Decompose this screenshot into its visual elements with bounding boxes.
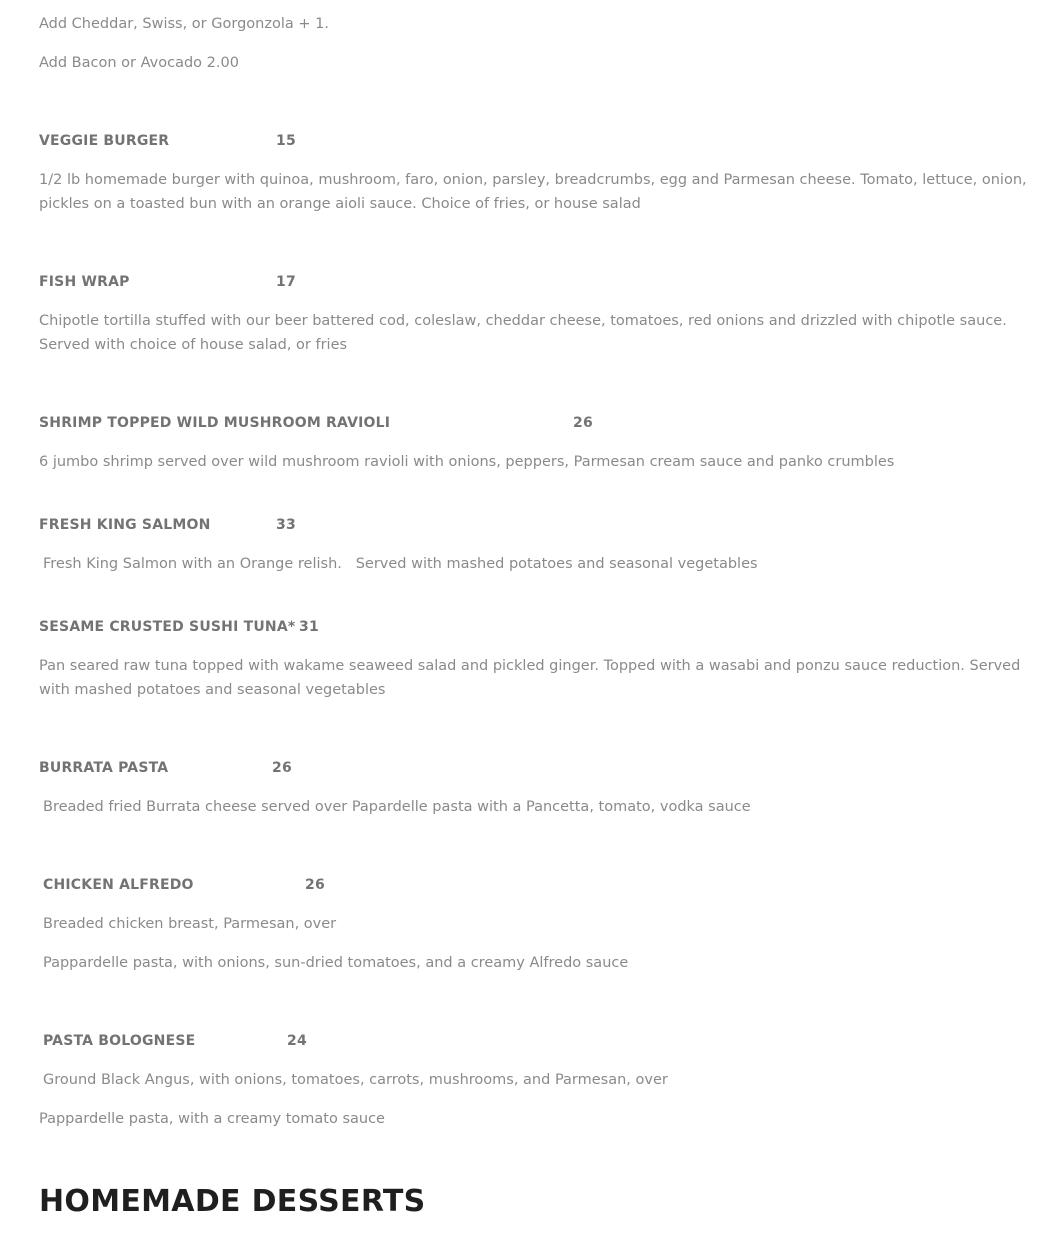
item-description: 1/2 lb homemade burger with quinoa, mushroom, faro, onion, parsley, breadcrumbs, egg and Parmesan cheese. Tomato, lettuce, onion, pickles on a toasted bun with an orange aioli sauce. Choice of fries, or house salad [39,172,1027,212]
item-description: 6 jumbo shrimp served over wild mushroom ravioli with onions, peppers, Parmesan cream sauce and panko crumbles [39,454,895,470]
item-price: 31 [299,619,319,635]
menu-item-heading [39,615,319,639]
item-name: FISH WRAP [39,274,130,290]
item-name: CHICKEN ALFREDO [43,877,194,893]
menu-item-heading [39,513,296,537]
section-title-desserts: HOMEMADE DESSERTS [39,1184,426,1219]
item-description: Pan seared raw tuna topped with wakame seaweed salad and pickled ginger. Topped with a wasabi and ponzu sauce reduction. Served with mashed potatoes and seasonal vegetables [39,658,1021,698]
item-price: 26 [305,877,325,893]
item-description: Chipotle tortilla stuffed with our beer battered cod, coleslaw, cheddar cheese, tomatoes, red onions and drizzled with chipotle sauce. Served with choice of house salad, or fries [39,313,1007,353]
item-price: 26 [573,415,593,431]
item-name: BURRATA PASTA [39,760,169,776]
item-description: Breaded chicken breast, Parmesan, over [43,916,337,932]
menu-item-heading [39,270,296,294]
menu-item-heading [43,873,325,897]
item-description: Breaded fried Burrata cheese served over Papardelle pasta with a Pancetta, tomato, vodka sauce [43,799,751,815]
item-price: 26 [272,760,292,776]
addon-cheese-text: Add Cheddar, Swiss, or Gorgonzola + 1. [39,16,329,32]
item-price: 17 [276,274,296,290]
item-name: PASTA BOLOGNESE [43,1033,196,1049]
item-price: 24 [287,1033,307,1049]
menu-item-heading [39,129,296,153]
menu-item-heading [43,1029,307,1053]
item-price: 33 [276,517,296,533]
addon-bacon-text: Add Bacon or Avocado 2.00 [39,55,239,71]
item-name: SHRIMP TOPPED WILD MUSHROOM RAVIOLI [39,415,391,431]
item-name: FRESH KING SALMON [39,517,211,533]
item-description: Fresh King Salmon with an Orange relish. Served with mashed potatoes and seasonal vegetables [43,556,758,572]
item-description: Pappardelle pasta, with a creamy tomato sauce [39,1111,385,1127]
item-name: SESAME CRUSTED SUSHI TUNA* [39,619,296,635]
item-description: Pappardelle pasta, with onions, sun-dried tomatoes, and a creamy Alfredo sauce [43,955,629,971]
item-name: VEGGIE BURGER [39,133,170,149]
menu-item-heading [39,411,593,435]
item-description: Ground Black Angus, with onions, tomatoes, carrots, mushrooms, and Parmesan, over [43,1072,668,1088]
menu-item-heading [39,756,292,780]
item-price: 15 [276,133,296,149]
